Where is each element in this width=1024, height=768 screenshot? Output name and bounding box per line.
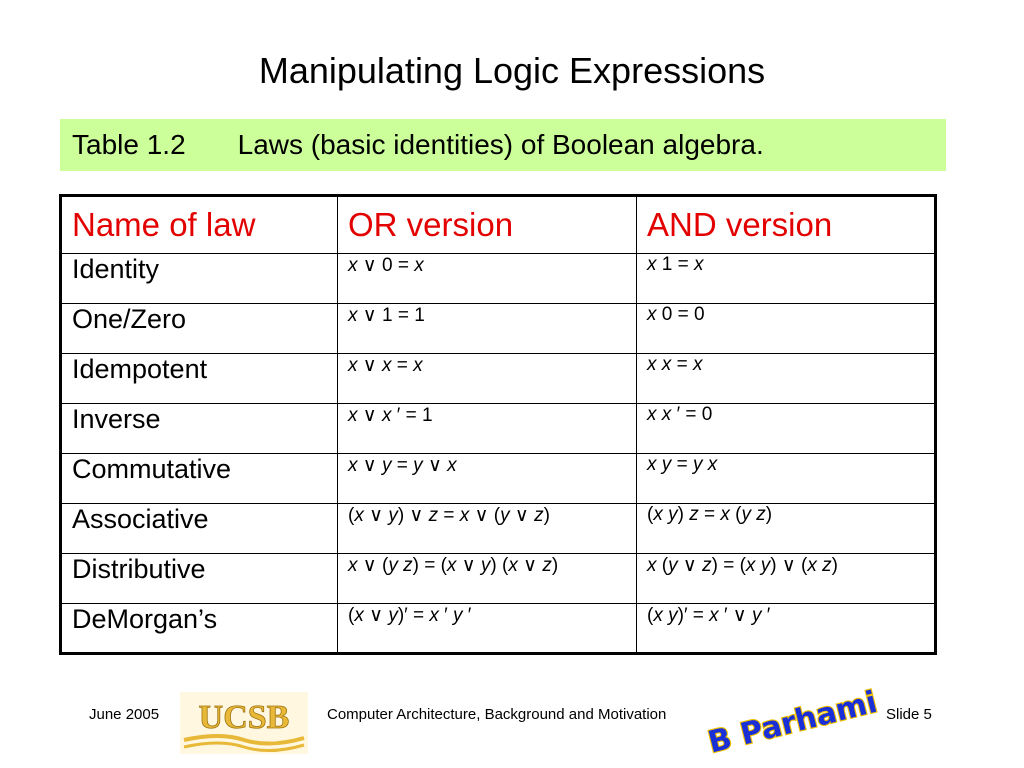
footer-course: Computer Architecture, Background and Motivation bbox=[327, 706, 667, 723]
table-row bbox=[61, 404, 936, 454]
law-name-cell: Idempotent bbox=[61, 354, 338, 404]
table-row bbox=[61, 354, 936, 404]
law-name-cell: Inverse bbox=[61, 404, 338, 454]
or-version-cell: x ∨ y = y ∨ x bbox=[338, 454, 637, 504]
and-version-cell: (x y) z = x (y z) bbox=[637, 504, 936, 554]
law-name-cell: One/Zero bbox=[61, 304, 338, 354]
law-name-cell: Commutative bbox=[61, 454, 338, 504]
footer-slide-number: Slide 5 bbox=[886, 706, 932, 723]
and-version-cell: x x ′ = 0 bbox=[637, 404, 936, 454]
header-or-version: OR version bbox=[338, 196, 637, 254]
footer-date: June 2005 bbox=[89, 706, 160, 723]
and-version-cell: x 1 = x bbox=[637, 254, 936, 304]
and-version-cell: x 0 = 0 bbox=[637, 304, 936, 354]
and-version-cell: x y = y x bbox=[637, 454, 936, 504]
and-version-cell: x (y ∨ z) = (x y) ∨ (x z) bbox=[637, 554, 936, 604]
caption-text: Laws (basic identities) of Boolean algebra. bbox=[237, 129, 764, 160]
table-row bbox=[61, 604, 936, 654]
or-version-cell: x ∨ x ′ = 1 bbox=[338, 404, 637, 454]
or-version-cell: (x ∨ y)′ = x ′ y ′ bbox=[338, 604, 637, 654]
table-row bbox=[61, 454, 936, 504]
boolean-laws-table bbox=[59, 194, 937, 655]
and-version-cell: x x = x bbox=[637, 354, 936, 404]
or-version-cell: x ∨ 0 = x bbox=[338, 254, 637, 304]
law-name-cell: Associative bbox=[61, 504, 338, 554]
table-header-row bbox=[61, 196, 936, 254]
or-version-cell: (x ∨ y) ∨ z = x ∨ (y ∨ z) bbox=[338, 504, 637, 554]
ucsb-logo bbox=[180, 692, 308, 754]
table-caption bbox=[60, 119, 946, 171]
and-version-cell: (x y)′ = x ′ ∨ y ′ bbox=[637, 604, 936, 654]
table-row bbox=[61, 254, 936, 304]
or-version-cell: x ∨ (y z) = (x ∨ y) (x ∨ z) bbox=[338, 554, 637, 604]
header-and-version: AND version bbox=[637, 196, 936, 254]
or-version-cell: x ∨ x = x bbox=[338, 354, 637, 404]
law-name-cell: Identity bbox=[61, 254, 338, 304]
b-parhami-logo-text: B Parhami bbox=[704, 684, 881, 761]
table-row bbox=[61, 554, 936, 604]
slide-title: Manipulating Logic Expressions bbox=[258, 50, 766, 91]
or-version-cell: x ∨ 1 = 1 bbox=[338, 304, 637, 354]
ucsb-logo-text: UCSB bbox=[198, 699, 290, 736]
law-name-cell: DeMorgan’s bbox=[61, 604, 338, 654]
caption-number: Table 1.2 bbox=[72, 129, 186, 160]
table-row bbox=[61, 304, 936, 354]
law-name-cell: Distributive bbox=[61, 554, 338, 604]
b-parhami-logo bbox=[704, 684, 881, 761]
table-row bbox=[61, 504, 936, 554]
header-name-of-law: Name of law bbox=[61, 196, 338, 254]
